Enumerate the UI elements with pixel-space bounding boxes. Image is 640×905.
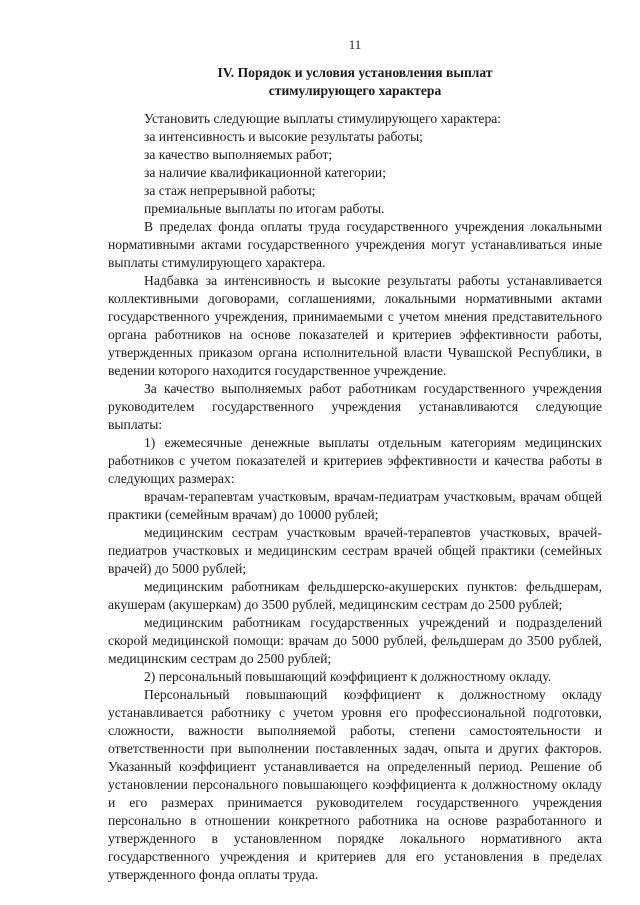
paragraph: медицинским работникам государственных учреждений и подразделений скорой медицинской помощи: врачам до 5000 рублей, фельдшерам до 3500 рублей, медицинским сестрам до 2500 рублей; xyxy=(108,615,602,666)
list-item: за интенсивность и высокие результаты работы; xyxy=(144,129,423,144)
paragraph: В пределах фонда оплаты труда государственного учреждения локальными нормативными актами государственного учреждения могут устанавливаться иные выплаты стимулирующего характера. xyxy=(108,219,602,270)
list-item: за качество выполняемых работ; xyxy=(144,147,333,162)
document-body xyxy=(108,110,602,884)
paragraph: Персональный повышающий коэффициент к должностному окладу устанавливается работнику с учетом уровня его профессиональной подготовки, сложности, важности выполняемой работы, степени самостоятельности и ответственности при выполнении поставленных задач, опыта и других факторов. Указанный коэффициент устанавливается на определенный период. Решение об установлении персонального повышающего коэффициента к должностному окладу и его размерах принимается руководителем государственного учреждения персонально в отношении конкретного работника на основе разработанного и утвержденного в установленном порядке локального нормативного акта государственного учреждения и критериев для его установления в пределах утвержденного фонда оплаты труда. xyxy=(108,687,602,882)
section-title-line-1: IV. Порядок и условия установления выплат xyxy=(217,65,493,80)
paragraph: 2) персональный повышающий коэффициент к должностному окладу. xyxy=(144,669,552,684)
section-title xyxy=(108,64,602,100)
paragraph: медицинским работникам фельдшерско-акушерских пунктов: фельдшерам, акушерам (акушеркам) до 3500 рублей, медицинским сестрам до 2500 рублей; xyxy=(108,579,602,612)
paragraph: медицинским сестрам участковым врачей-терапевтов участковых, врачей-педиатров участковых и медицинским сестрам врачей общей практики (семейных врачей) до 5000 рублей; xyxy=(108,525,602,576)
paragraph: Установить следующие выплаты стимулирующего характера: xyxy=(144,111,502,126)
paragraph: врачам-терапевтам участковым, врачам-педиатрам участковым, врачам общей практики (семейным врачам) до 10000 рублей; xyxy=(108,489,602,522)
list-item: за наличие квалификационной категории; xyxy=(144,165,386,180)
paragraph: За качество выполняемых работ работникам государственного учреждения руководителем государственного учреждения устанавливаются следующие выплаты: xyxy=(108,381,602,432)
page-number: 11 xyxy=(348,37,362,52)
paragraph: Надбавка за интенсивность и высокие результаты работы устанавливается коллективными договорами, соглашениями, локальными нормативными актами государственного учреждения, принимаемыми с учетом мнения представительного органа работников на основе показателей и критериев эффективности работы, утвержденных приказом органа исполнительной власти Чувашской Республики, в ведении которого находится государственное учреждение. xyxy=(108,273,602,378)
paragraph: 1) ежемесячные денежные выплаты отдельным категориям медицинских работников с учетом показателей и критериев эффективности и качества работы в следующих размерах: xyxy=(108,435,602,486)
list-item: премиальные выплаты по итогам работы. xyxy=(144,201,385,216)
section-title-line-2: стимулирующего характера xyxy=(268,83,442,98)
list-item: за стаж непрерывной работы; xyxy=(144,183,316,198)
